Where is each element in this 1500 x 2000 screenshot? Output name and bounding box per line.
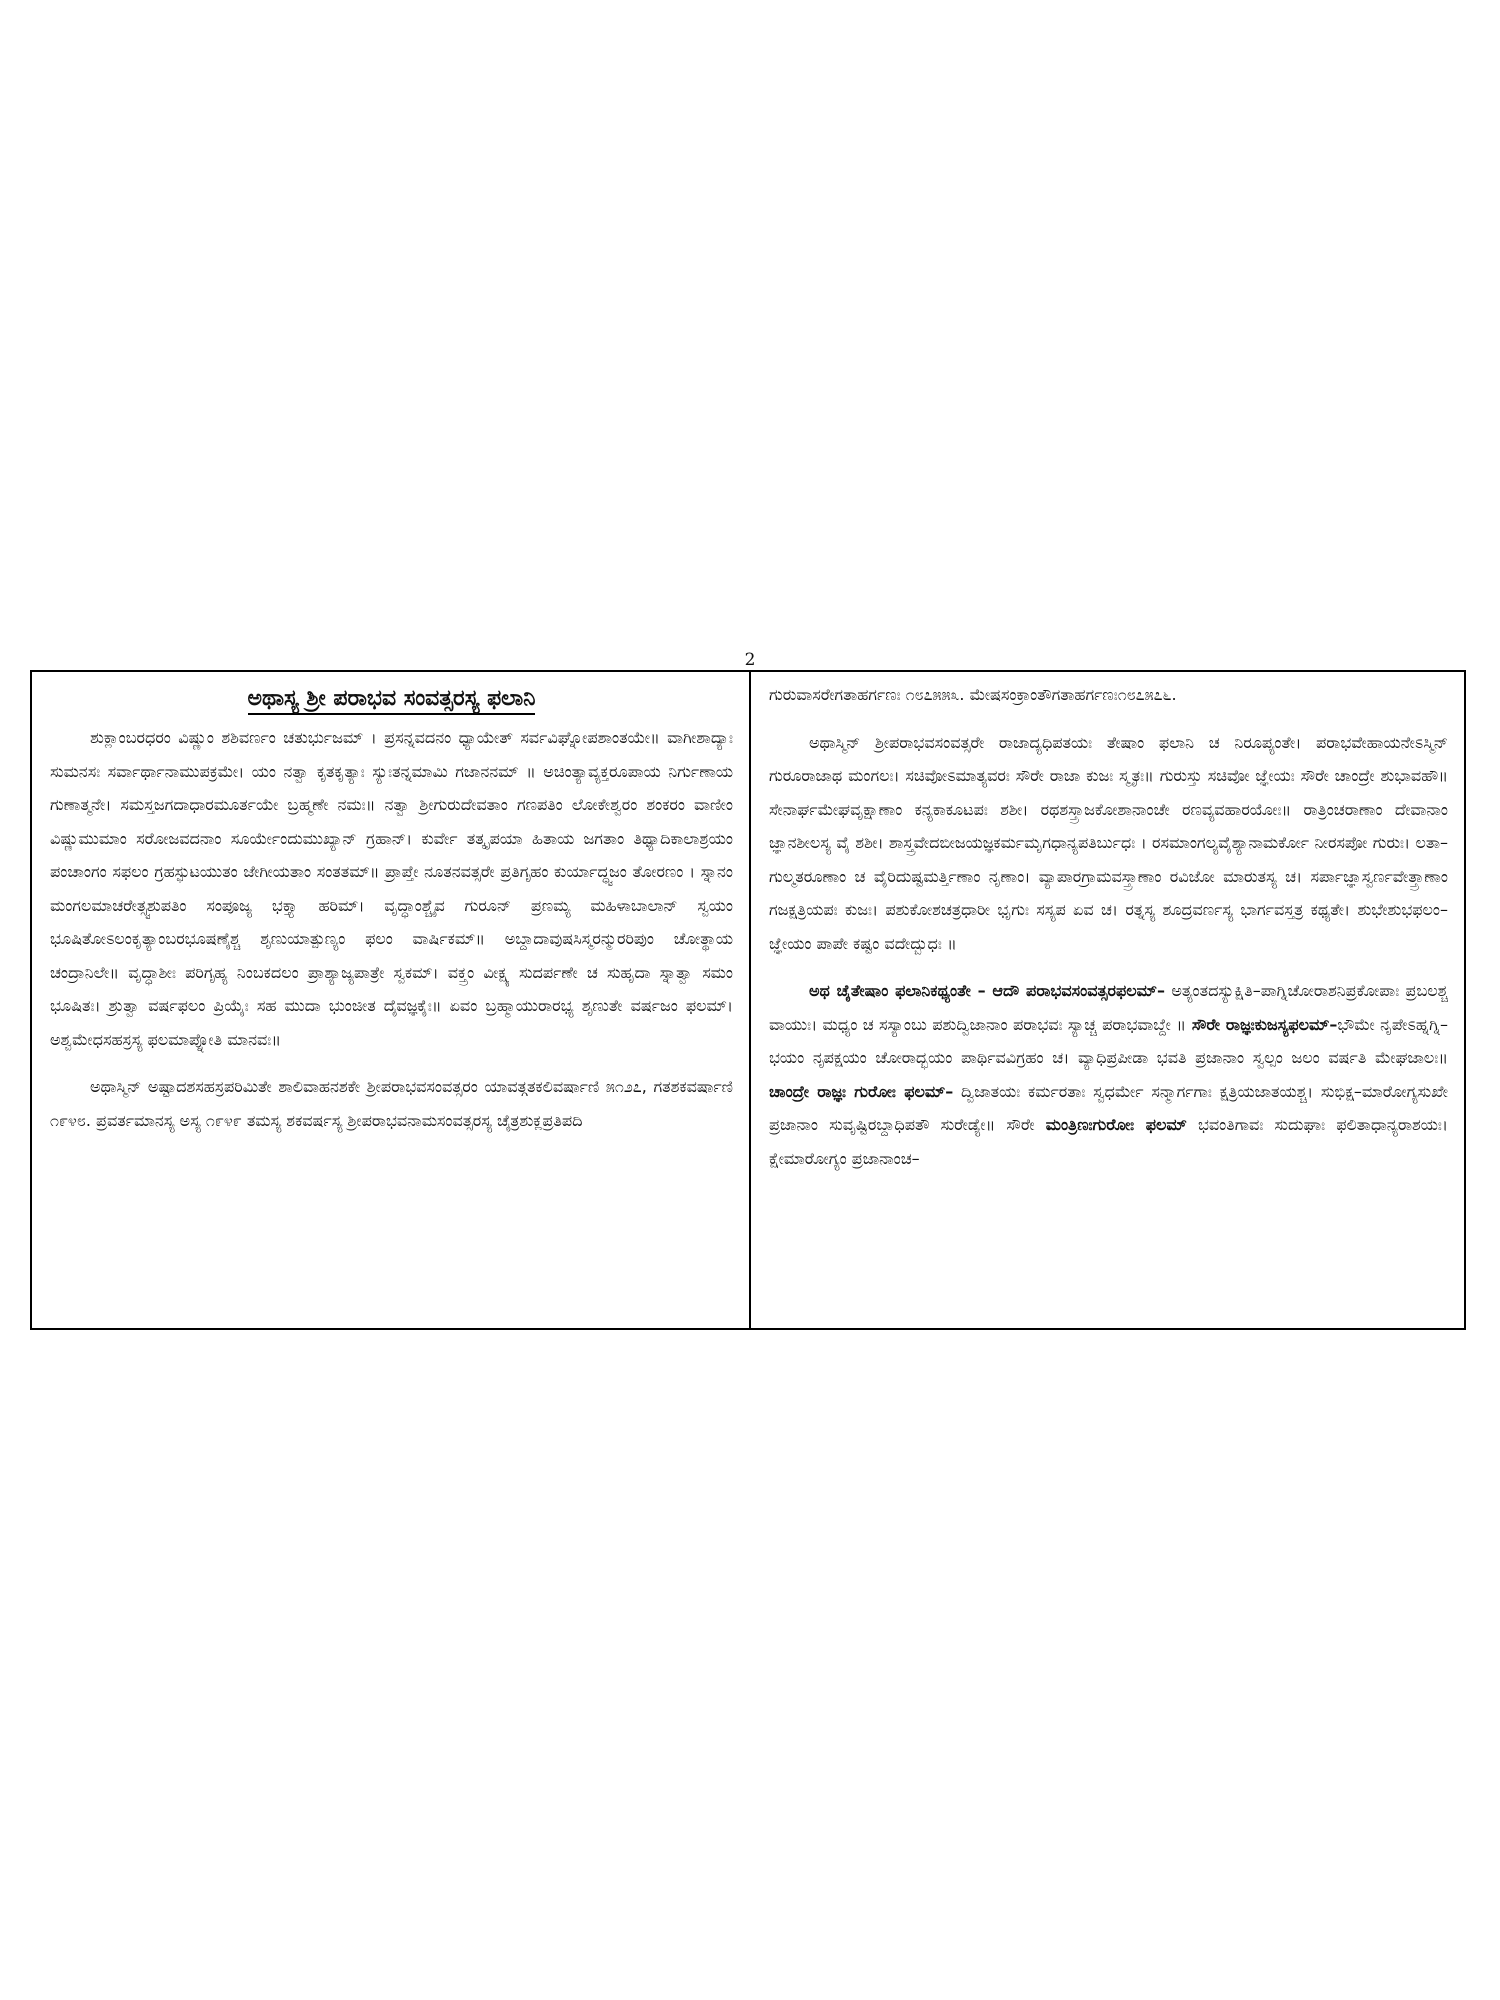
invocation-paragraph: ಶುಕ್ಲಾಂಬರಧರಂ ವಿಷ್ಣುಂ ಶಶಿವರ್ಣಂ ಚತುರ್ಭುಜಮ್ । ಪ್ರಸನ್ನವದನಂ ಧ್ಯಾಯೇತ್ ಸರ್ವವಿಘ್ನೋಪಶಾಂತಯೇ॥ ವಾಗೀಶಾದ್ಯಾಃ ಸುಮನಸಃ ಸರ್ವಾರ್ಥಾನಾಮುಪಕ್ರಮೇ। ಯಂ ನತ್ವಾ ಕೃತಕೃತ್ಯಾಃ ಸ್ಯುಃತನ್ನಮಾಮಿ ಗಜಾನನಮ್ ॥ ಅಚಿಂತ್ಯಾವ್ಯಕ್ತರೂಪಾಯ ನಿರ್ಗುಣಾಯ ಗುಣಾತ್ಮನೇ। ಸಮಸ್ತಜಗದಾಧಾರಮೂರ್ತಯೇ ಬ್ರಹ್ಮಣೇ ನಮಃ॥ ನತ್ವಾ ಶ್ರೀಗುರುದೇವತಾಂ ಗಣಪತಿಂ ಲೋಕೇಶ್ವರಂ ಶಂಕರಂ ವಾಣೀಂ ವಿಷ್ಣುಮುಮಾಂ ಸರೋಜವದನಾಂ ಸೂರ್ಯೇಂದುಮುಖ್ಯಾನ್ ಗ್ರಹಾನ್। ಕುರ್ವೇ ತತ್ಕೃಪಯಾ ಹಿತಾಯ ಜಗತಾಂ ತಿಥ್ಯಾದಿಕಾಲಾಶ್ರಯಂ ಪಂಚಾಂಗಂ ಸಫಲಂ ಗ್ರಹಸ್ಫುಟಯುತಂ ಜೇಗೀಯತಾಂ ಸಂತತಮ್॥ ಪ್ರಾಪ್ತೇ ನೂತನವತ್ಸರೇ ಪ್ರತಿಗೃಹಂ ಕುರ್ಯಾದ್ಧ್ವಜಂ ತೋರಣಂ । ಸ್ನಾನಂ ಮಂಗಲಮಾಚರೇತ್ಸ್ವಶುಪತಿಂ ಸಂಪೂಜ್ಯ ಭಕ್ತ್ಯಾ ಹರಿಮ್। ವೃದ್ಧಾಂಶ್ಚೈವ ಗುರೂನ್ ಪ್ರಣಮ್ಯ ಮಹಿಳಾಬಾಲಾನ್ ಸ್ವಯಂ ಭೂಷಿತೋಽಲಂಕೃತ್ಯಾಂಬರಭೂಷಣೈಶ್ಚ ಶೃಣುಯಾತ್ಪುಣ್ಯಂ ಫಲಂ ವಾರ್ಷಿಕಮ್॥ ಅಬ್ದಾದಾವುಷಸಿಸ್ಮರನ್ಮುರರಿಪುಂ ಚೋತ್ಥಾಯ ಚಂದ್ರಾನಿಲೇ॥ ವೃದ್ಧಾಶೀಃ ಪರಿಗೃಹ್ಯ ನಿಂಬಕದಲಂ ಪ್ರಾಶ್ಯಾಜ್ಯಪಾತ್ರೇ ಸ್ವಕಮ್। ವಕ್ತ್ರಂ ವೀಕ್ಷ್ಯ ಸುದರ್ಪಣೇ ಚ ಸುಹೃದಾ ಸ್ನಾತ್ವಾ ಸಮಂ ಭೂಷಿತಃ। ಶ್ರುತ್ವಾ ವರ್ಷಫಲಂ ಪ್ರಿಯೈಃ ಸಹ ಮುದಾ ಭುಂಜೀತ ದೈವಜ್ಞಕೈಃ॥ ಏವಂ ಬ್ರಹ್ಮಾಯುರಾರಭ್ಯ ಶೃಣುತೇ ವರ್ಷಜಂ ಫಲಮ್। ಅಶ್ವಮೇಧಸಹಸ್ರಸ್ಯ ಫಲಮಾಪ್ನೋತಿ ಮಾನವಃ॥ [50,728,733,1049]
rulers-paragraph: ಅಥಾಸ್ಮಿನ್ ಶ್ರೀಪರಾಭವಸಂವತ್ಸರೇ ರಾಜಾದ್ಯಧಿಪತಯಃ ತೇಷಾಂ ಫಲಾನಿ ಚ ನಿರೂಪ್ಯಂತೇ। ಪರಾಭವೇಹಾಯನೇಽಸ್ಮಿನ್ ಗುರೂರಾಜಾಥ ಮಂಗಲಃ। ಸಚಿವೋಽಮಾತ್ಯವರಃ ಸೌರೇ ರಾಜಾ ಕುಜಃ ಸ್ಮೃತಃ॥ ಗುರುಸ್ತು ಸಚಿವೋ ಜ್ಞೇಯಃ ಸೌರೇ ಚಾಂದ್ರೇ ಶುಭಾವಹೌ॥ ಸೇನಾರ್ಘಮೇಘವೃಕ್ಷಾಣಾಂ ಕನ್ಯಕಾಕೂಟಪಃ ಶಶೀ। ರಥಶಸ್ತ್ರಾಜಕೋಶಾನಾಂಚೇ ರಣವ್ಯವಹಾರಯೋಃ॥ ರಾತ್ರಿಂಚರಾಣಾಂ ದೇವಾನಾಂ ಜ್ಞಾನಶೀಲಸ್ಯ ವೈ ಶಶೀ। ಶಾಸ್ತ್ರವೇದಬೀಜಯಜ್ಞಕರ್ಮಮೃಗಧಾನ್ಯಪತಿರ್ಬುಧಃ । ರಸಮಾಂಗಲ್ಯವೈಶ್ಯಾನಾಮರ್ಕೋ ನೀರಸಪೋ ಗುರುಃ। ಲತಾ–ಗುಲ್ಮತರೂಣಾಂ ಚ ವೈರಿದುಷ್ಟಮರ್ತ್ತಿಣಾಂ ನೃಣಾಂ। ವ್ಯಾಪಾರಗ್ರಾಮವಸ್ತ್ರಾಣಾಂ ರವಿಜೋ ಮಾರುತಸ್ಯ ಚ। ಸರ್ಪಾಜ್ಞಾಸ್ವರ್ಣವೇತ್ತ್ರಾಣಾಂ ಗಜಕ್ಷತ್ರಿಯಪಃ ಕುಜಃ। ಪಶುಕೋಶಚತ್ರಧಾರೀ ಭೃಗುಃ ಸಸ್ಯಪ ಏವ ಚ। ರತ್ನಸ್ಯ ಶೂದ್ರವರ್ಣಸ್ಯ ಭಾರ್ಗವಸ್ತತ್ರ ಕಥ್ಯತೇ। ಶುಭೇಶುಭಫಲಂ– ಜ್ಞೇಯಂ ಪಾಪೇ ಕಷ್ಟಂ ವದೇದ್ಬುಧಃ ॥ [769,732,1448,953]
page-number: 2 [744,650,756,670]
text-frame [30,670,1466,1330]
left-column [32,672,751,1328]
results-heading: ಅಥ ಚೈತೇಷಾಂ ಫಲಾನಿಕಥ್ಯಂತೇ – ಆದೌ ಪರಾಭವಸಂವತ್ಸರಫಲಮ್– [809,981,1165,1000]
results-text-3: ದ್ವಿಜಾತಯಃ ಕರ್ಮರತಾಃ ಸ್ವಧರ್ಮೇ ಸನ್ಮಾರ್ಗಗಾಃ ಕ್ಷತ್ರಿಯಜಾತಯಶ್ಚ। ಸುಭಿಕ್ಷ–ಮಾರೋಗ್ಯಸುಖೇ ಪ್ರಜಾನಾಂ ಸುವೃಷ್ಟಿರಬ್ದಾಧಿಪತೌ ಸುರೇಡ್ಯೇ॥ ಸೌರೇ [769,1081,1448,1134]
minister-jupiter-heading: ಮಂತ್ರಿಣಃಗುರೋಃ ಫಲಮ್ [1045,1115,1187,1134]
section-title-text: ಅಥಾಸ್ಯ ಶ್ರೀ ಪರಾಭವ ಸಂವತ್ಸರಸ್ಯ ಫಲಾನಿ [248,686,536,715]
right-column [751,672,1464,1328]
ahargana-line: ಗುರುವಾಸರೇಗತಾಹರ್ಗಣಃ ೧೮೭೫೫೩. ಮೇಷಸಂಕ್ರಾಂತೌಗತಾಹರ್ಗಣಃ೧೮೭೫೭೬. [769,685,1177,704]
era-paragraph: ಅಥಾಸ್ಮಿನ್ ಅಷ್ಟಾದಶಸಹಸ್ರಪರಿಮಿತೇ ಶಾಲಿವಾಹನಶಕೇ ಶ್ರೀಪರಾಭವಸಂವತ್ಸರಂ ಯಾವತ್ಗತಕಲಿವರ್ಷಾಣಿ ೫೧೨೭, ಗತಶಕವರ್ಷಾಣಿ ೧೯೪೮. ಪ್ರವರ್ತಮಾನಸ್ಯ ಅಸ್ಯ ೧೯೪೯ ತಮಸ್ಯ ಶಕವರ್ಷಸ್ಯ ಶ್ರೀಪರಾಭವನಾಮಸಂವತ್ಸರಸ್ಯ ಚೈತ್ರಶುಕ್ಲಪ್ರತಿಪದಿ [50,1077,733,1130]
results-text-2: ಭೌಮೇ ನೃಪೇಽಹ್ನಗ್ನಿ–ಭಯಂ ನೃಪಕ್ಷಯಂ ಚೋರಾದ್ಭಯಂ ಪಾರ್ಥಿವವಿಗ್ರಹಂ ಚ। ವ್ಯಾಧಿಪ್ರಪೀಡಾ ಭವತಿ ಪ್ರಜಾನಾಂ ಸ್ವಲ್ಪಂ ಜಲಂ ವರ್ಷತಿ ಮೇಘಜಾಲಃ॥ [769,1014,1448,1067]
results-text-4: ಭವಂತಿಗಾವಃ ಸುದುಘಾಃ ಫಲಿತಾಧಾನ್ಯರಾಶಯಃ। ಕ್ಷೇಮಾರೋಗ್ಯಂ ಪ್ರಜಾನಾಂಚ– [769,1115,1448,1168]
results-text-1: ಅತ್ಯಂತದಸ್ಯುಕ್ಷಿತಿ–ಪಾಗ್ನಿಚೋರಾಶನಿಪ್ರಕೋಪಾಃ ಪ್ರಬಲಶ್ಚ ವಾಯುಃ। ಮಧ್ಯಂ ಚ ಸಸ್ಯಾಂಬು ಪಶುದ್ವಿಜಾನಾಂ ಪರಾಭವಃ ಸ್ಯಾಚ್ಚ ಪರಾಭವಾಬ್ದೇ ॥ [769,981,1449,1034]
section-title [50,686,733,711]
king-jupiter-heading: ಚಾಂದ್ರೇ ರಾಜ್ಞಃ ಗುರೋಃ ಫಲಮ್– [769,1081,954,1101]
results-paragraph [769,974,1448,1175]
king-mars-heading: ಸೌರೇ ರಾಜ್ಞಃಕುಜಸ್ಯಫಲಮ್– [1186,1014,1338,1034]
